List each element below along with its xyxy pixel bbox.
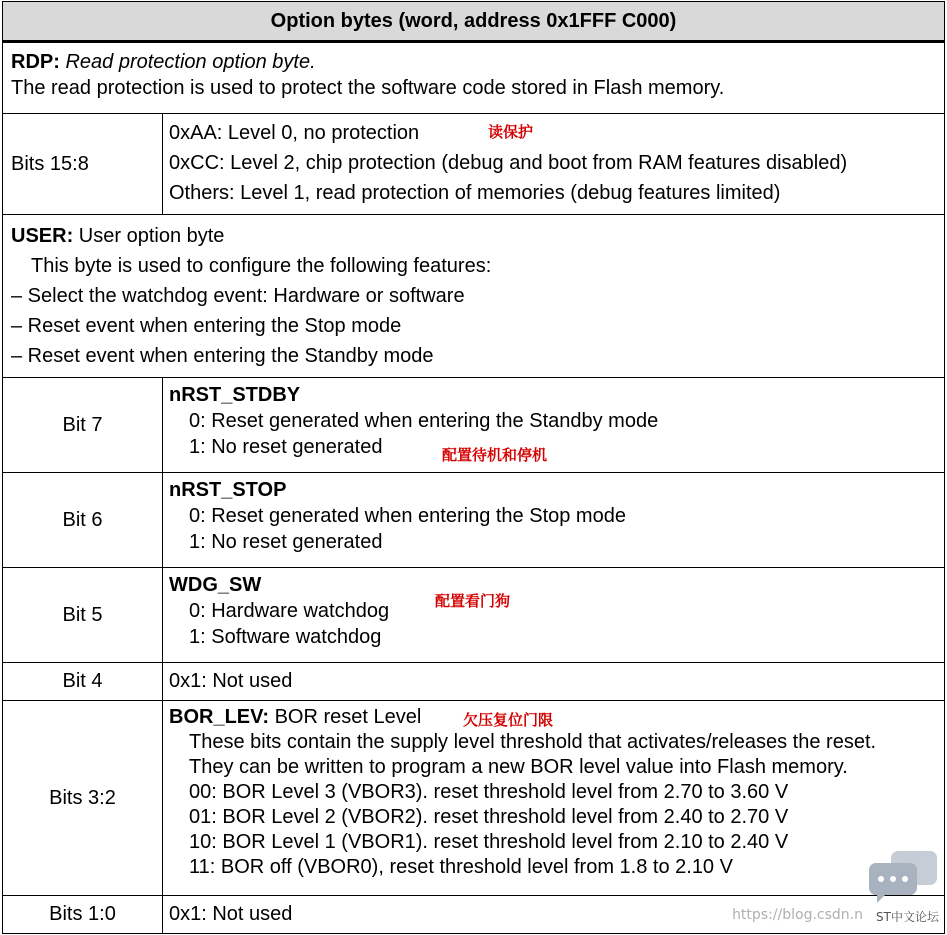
- bit-7-label: Bit 7: [3, 378, 163, 473]
- bor-line: They can be written to program a new BOR level value into Flash memory.: [189, 756, 848, 778]
- rdp-values-cell: [163, 114, 945, 215]
- bits-15-8-label: Bits 15:8: [3, 114, 163, 215]
- rdp-desc: The read protection is used to protect the software code stored in Flash memory.: [11, 77, 725, 99]
- bit-7-line: 0: Reset generated when entering the Standby mode: [189, 410, 659, 432]
- forum-chat-icon: [867, 849, 939, 905]
- bit-5-cell: [163, 568, 945, 663]
- bit-6-label: Bit 6: [3, 473, 163, 568]
- bor-line: 11: BOR off (VBOR0), reset threshold level from 1.8 to 2.10 V: [189, 856, 733, 878]
- bit-5-name: WDG_SW: [169, 574, 262, 596]
- bits-3-2-label: Bits 3:2: [3, 701, 163, 896]
- rdp-value-line: 0xAA: Level 0, no protection: [169, 122, 420, 144]
- bit-6-name: nRST_STOP: [169, 479, 287, 501]
- rdp-label: RDP:: [11, 51, 60, 73]
- bits-3-2-cell: [163, 701, 945, 896]
- option-bytes-table: [2, 1, 945, 934]
- bor-lev-title: BOR reset Level: [274, 706, 422, 728]
- bit-7-cell: [163, 378, 945, 473]
- bor-line: 10: BOR Level 1 (VBOR1). reset threshold level from 2.10 to 2.40 V: [189, 831, 789, 853]
- bit-7-line: 1: No reset generated: [189, 436, 383, 458]
- bor-line: These bits contain the supply level threshold that activates/releases the reset.: [189, 731, 877, 753]
- bor-line: 00: BOR Level 3 (VBOR3). reset threshold level from 2.70 to 3.60 V: [189, 781, 789, 803]
- bit-4-value: 0x1: Not used: [163, 663, 945, 701]
- table-header: Option bytes (word, address 0x1FFF C000): [3, 2, 945, 42]
- bit-6-line: 0: Reset generated when entering the Stop mode: [189, 505, 626, 527]
- bit-6-line: 1: No reset generated: [189, 531, 383, 553]
- user-title: User option byte: [78, 225, 225, 247]
- user-item: – Reset event when entering the Stop mode: [11, 315, 402, 337]
- bit-4-label: Bit 4: [3, 663, 163, 701]
- watermark-url: https://blog.csdn.n: [732, 907, 863, 923]
- rdp-value-line: Others: Level 1, read protection of memories (debug features limited): [169, 182, 781, 204]
- user-intro: This byte is used to configure the following features:: [31, 255, 492, 277]
- bit-5-line: 1: Software watchdog: [189, 626, 382, 648]
- watermark-brand: ST中文论坛: [876, 910, 939, 924]
- rdp-description-cell: [3, 42, 945, 114]
- user-description-cell: [3, 215, 945, 378]
- user-item: – Reset event when entering the Standby mode: [11, 345, 434, 367]
- bits-1-0-label: Bits 1:0: [3, 896, 163, 934]
- bit-5-line: 0: Hardware watchdog: [189, 600, 390, 622]
- annotation-standby-stop: 配置待机和停机: [442, 446, 548, 464]
- annotation-read-protect: 读保护: [488, 123, 534, 141]
- bit-7-name: nRST_STDBY: [169, 384, 301, 406]
- bor-lev-name: BOR_LEV:: [169, 706, 270, 728]
- bit-6-cell: [163, 473, 945, 568]
- bit-5-label: Bit 5: [3, 568, 163, 663]
- annotation-watchdog: 配置看门狗: [435, 592, 511, 610]
- annotation-brownout: 欠压复位门限: [463, 711, 554, 729]
- rdp-value-line: 0xCC: Level 2, chip protection (debug and boot from RAM features disabled): [169, 152, 848, 174]
- rdp-title: Read protection option byte.: [65, 51, 316, 73]
- user-item: – Select the watchdog event: Hardware or software: [11, 285, 465, 307]
- user-label: USER:: [11, 225, 74, 247]
- bits-1-0-value: 0x1: Not used: [163, 896, 945, 934]
- bor-line: 01: BOR Level 2 (VBOR2). reset threshold level from 2.40 to 2.70 V: [189, 806, 789, 828]
